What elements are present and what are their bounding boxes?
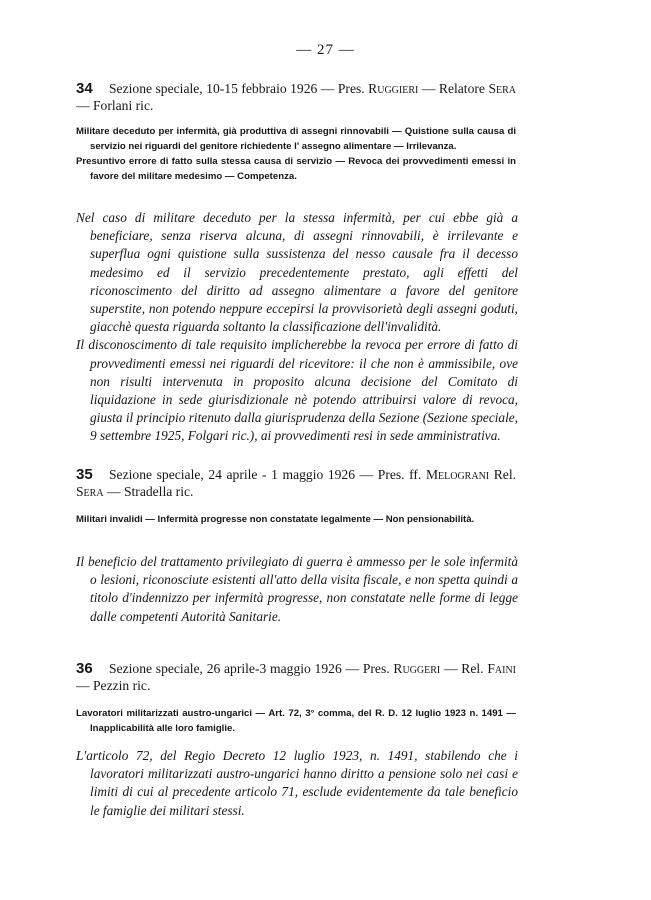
rapporteur-name: Sera xyxy=(76,484,104,499)
rapporteur-name: Faini xyxy=(487,661,516,676)
entry-34-maxims xyxy=(76,124,516,184)
entry-36-header xyxy=(76,660,516,694)
entry-35-header xyxy=(76,466,516,500)
entry-number: 35 xyxy=(76,466,93,483)
president-name: Ruggeri xyxy=(393,661,441,676)
president-name: Ruggieri xyxy=(368,81,419,96)
body-paragraph: Il disconoscimento di tale requisito implicherebbe la revoca per errore di fatto di provvedimenti emessi nei riguardi del ricevitore: il che non è ammissibile, ove non risulti intervenuta in proposito alcuna decisione del Comitato di liquidazione in sede giurisdizionale nè potendo attribuirsi valore di revoca, giusta il principio ritenuto dalla giurisprudenza della Sezione (Sezione speciale, 9 settembre 1925, Folgari ric.), ai provvedimenti resi in sede amministrativa. xyxy=(76,337,518,444)
entry-36-maxims xyxy=(76,706,516,736)
maxim-text: Militare deceduto per infermità, già produttiva di assegni rinnovabili — Quistione sulla causa di servizio nei riguardi del genitore richiedente l' assegno alimentare — Irrilevanza. xyxy=(76,126,516,152)
page-number: — 27 — xyxy=(296,42,355,58)
maxim-text: Militari invalidi — Infermità progresse non constatate legalmente — Non pensionabilità. xyxy=(76,514,475,525)
entry-34-body xyxy=(76,209,518,446)
entry-header-text: Sezione speciale, 10-15 febbraio 1926 — Pres. xyxy=(109,81,369,96)
body-paragraph: Nel caso di militare deceduto per la stessa infermità, per cui ebbe già a beneficiare, senza riserva alcuna, di assegni rinnovabili, è irrilevante e superflua ogni quistione sulla sussistenza del nesso causale fra il decesso medesimo ed il servizio precedentemente prestato, agli effetti del riconoscimento del diritto ad assegno alimentare a favore del genitore superstite, non potendo neppure eccepirsi la provvisorietà degli assegni goduti, giacchè questa riguarda soltanto la classificazione dell'invalidità. xyxy=(76,210,518,335)
entry-35-maxims xyxy=(76,512,516,527)
entry-header-text: — Forlani ric. xyxy=(76,98,154,113)
president-name: Melograni xyxy=(425,467,490,482)
body-paragraph: L'articolo 72, del Regio Decreto 12 luglio 1923, n. 1491, stabilendo che i lavoratori militarizzati austro-ungarici hanno diritto a pensione solo nei casi e limiti di cui al precedente articolo 71, esclude evidentemente da tale beneficio le famiglie dei militari stessi. xyxy=(76,748,518,818)
entry-number: 34 xyxy=(76,80,93,97)
entry-35-body xyxy=(76,553,518,626)
entry-header-text: Rel. xyxy=(489,467,516,482)
maxim-text: Lavoratori militarizzati austro-ungarici — Art. 72, 3° comma, del R. D. 12 luglio 1923 n. 1491 — Inapplicabilità alle loro famiglie. xyxy=(76,708,516,734)
entry-header-text: — Stradella ric. xyxy=(103,484,194,499)
entry-34-header xyxy=(76,80,516,114)
entry-header-text: — Relatore xyxy=(418,81,489,96)
entry-36-body xyxy=(76,747,518,820)
maxim-text: Presuntivo errore di fatto sulla stessa causa di servizio — Revoca dei provvedimenti emessi in favore del militare medesimo — Competenza. xyxy=(76,156,516,182)
body-paragraph: Il beneficio del trattamento privilegiato di guerra è ammesso per le sole infermità o lesioni, riconosciute esistenti all'atto della visita fiscale, e non spetta quindi a titolo d'indennizzo per infermità progresse, non constatate nelle forme di legge dalle competenti Autorità Sanitarie. xyxy=(76,554,518,624)
entry-header-text: Sezione speciale, 24 aprile - 1 maggio 1926 — Pres. ff. xyxy=(109,467,426,482)
rapporteur-name: Sera xyxy=(488,81,516,96)
entry-header-text: Sezione speciale, 26 aprile-3 maggio 1926 — Pres. xyxy=(109,661,394,676)
entry-header-text: — Rel. xyxy=(440,661,488,676)
entry-header-text: — Pezzin ric. xyxy=(76,678,151,693)
entry-number: 36 xyxy=(76,660,93,677)
